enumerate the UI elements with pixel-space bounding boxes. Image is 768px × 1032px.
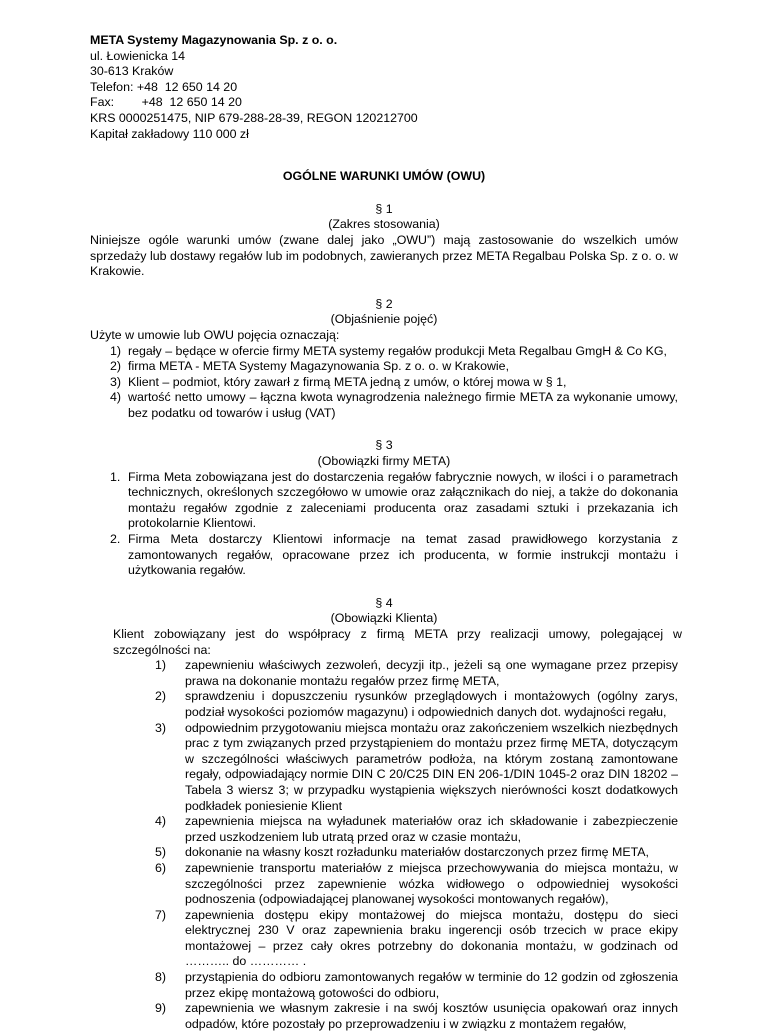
section-intro: Użyte w umowie lub OWU pojęcia oznaczają: <box>90 327 340 342</box>
section-title: (Obowiązki firmy META) <box>317 454 451 469</box>
list-item: 1) zapewnieniu właściwych zezwoleń, decyzji itp., jeżeli są one wymagane przez przepisy prawa na dokonanie montażu regałów przez firmę META, <box>155 658 678 688</box>
list-item: 3) odpowiednim przygotowaniu miejsca montażu oraz zakończeniem wszelkich niezbędnych prac z tym związanych przed przystąpieniem do montażu przez firmę META, dotyczącym w szczególności właściwych parametrów podłoża, na którym zostaną zamontowane regały, odpowiadający normie DIN C 20/C25 DIN EN 206-1/DIN 1045-2 oraz DIN 18202 – Tabela 3 wiersz 3; w przypadku wystąpienia większych nierówności koszt dodatkowych podkładek poniesienie Klient <box>155 720 678 813</box>
section-number: § 2 <box>375 296 393 311</box>
list-item: 6) zapewnienie transportu materiałów z miejsca przechowywania do miejsca montażu, w szczególności przez zapewnienie wózka widłowego o odpowiedniej wysokości podnoszenia (odpowiadającej planowanej wysokości montowanych regałów), <box>155 860 678 907</box>
section-number: § 1 <box>375 201 393 216</box>
section-title: (Obowiązki Klienta) <box>330 611 438 626</box>
list-item: 7) zapewnienia dostępu ekipy montażowej do miejsca montażu, dostępu do sieci elektrycznej 230 V oraz zapewnienia braku ingerencji osób trzecich w prace ekipy montażowej – przez cały okres potrzebny do dokonania montażu, w godzinach od ……….. do ………… . <box>155 907 678 969</box>
list-item: 4) zapewnienia miejsca na wyładunek materiałów oraz ich składowanie i zabezpieczenie przed uszkodzeniem lub utratą przed oraz w czasie montażu, <box>155 814 678 844</box>
obligations-list <box>90 470 678 579</box>
definitions-list <box>90 344 678 422</box>
list-item: 2) sprawdzeniu i dopuszczeniu rysunków przeglądowych i montażowych (ogólny zarys, podział wysokości poziomów magazynu) i odpowiednich danych dot. wydajności regału, <box>155 689 678 719</box>
section-number: § 4 <box>375 595 393 610</box>
section-2 <box>90 297 678 422</box>
section-3 <box>90 438 678 578</box>
section-title: (Zakres stosowania) <box>328 217 440 232</box>
section-1 <box>90 202 678 280</box>
list-item: 4) wartość netto umowy – łączna kwota wynagrodzenia należnego firmie META za wykonanie umowy, bez podatku od towarów i usług (VAT) <box>110 390 678 420</box>
list-item: 2) firma META - META Systemy Magazynowania Sp. z o. o. w Krakowie, <box>110 359 510 374</box>
company-city: 30-613 Kraków <box>90 64 174 79</box>
company-header <box>90 33 678 142</box>
company-fax: Fax: +48 12 650 14 20 <box>90 95 242 110</box>
company-capital: Kapitał zakładowy 110 000 zł <box>90 126 249 141</box>
section-body: Niniejsze ogóle warunki umów (zwane dalej jako „OWU”) mają zastosowanie do wszelkich umów sprzedaży lub dostawy regałów lub im podobnych, zawieranych przez META Regalbau Polska Sp. z o. o. w Krakowie. <box>90 232 678 279</box>
company-phone: Telefon: +48 12 650 14 20 <box>90 79 238 94</box>
company-street: ul. Łowienicka 14 <box>90 48 186 63</box>
section-intro: Klient zobowiązany jest do współpracy z firmą META przy realizacji umowy, polegającej w szczególności na: <box>113 627 682 657</box>
section-title: (Objaśnienie pojęć) <box>330 312 438 327</box>
list-item: 8) przystąpienia do odbioru zamontowanych regałów w terminie do 12 godzin od zgłoszenia przez ekipę montażową gotowości do odbioru, <box>155 970 678 1000</box>
section-4 <box>90 595 682 1032</box>
company-registry: KRS 0000251475, NIP 679-288-28-39, REGON 120212700 <box>90 110 418 125</box>
list-item: 5) dokonanie na własny koszt rozładunku materiałów dostarczonych przez firmę META, <box>155 845 649 860</box>
list-item: 2. Firma Meta dostarczy Klientowi informacje na temat zasad prawidłowego korzystania z zamontowanych regałów, opracowane przez ich producenta, w formie instrukcji montażu i użytkowania regałów. <box>110 532 678 578</box>
client-obligations-list <box>90 658 678 1032</box>
list-item: 9) zapewnienia we własnym zakresie i na swój kosztów usunięcia opakowań oraz innych odpadów, które pozostały po przeprowadzeniu i w związku z montażem regałów, <box>155 1001 678 1031</box>
list-item: 3) Klient – podmiot, który zawarł z firmą META jedną z umów, o której mowa w § 1, <box>110 374 567 389</box>
list-item: 1. Firma Meta zobowiązana jest do dostarczenia regałów fabrycznie nowych, w ilości i o parametrach technicznych, określonych szczegółowo w umowie oraz załącznikach do niej, a także do dokonania montażu regałów zgodnie z zaleceniami producenta oraz zasadami sztuki i przekazania ich protokolarnie Klientowi. <box>110 469 678 531</box>
document-title: OGÓLNE WARUNKI UMÓW (OWU) <box>282 169 486 184</box>
company-name: META Systemy Magazynowania Sp. z o. o. <box>90 33 338 47</box>
section-number: § 3 <box>375 438 393 453</box>
list-item: 1) regały – będące w ofercie firmy META systemy regałów produkcji Meta Regalbau GmgH & Co KG, <box>110 343 667 358</box>
